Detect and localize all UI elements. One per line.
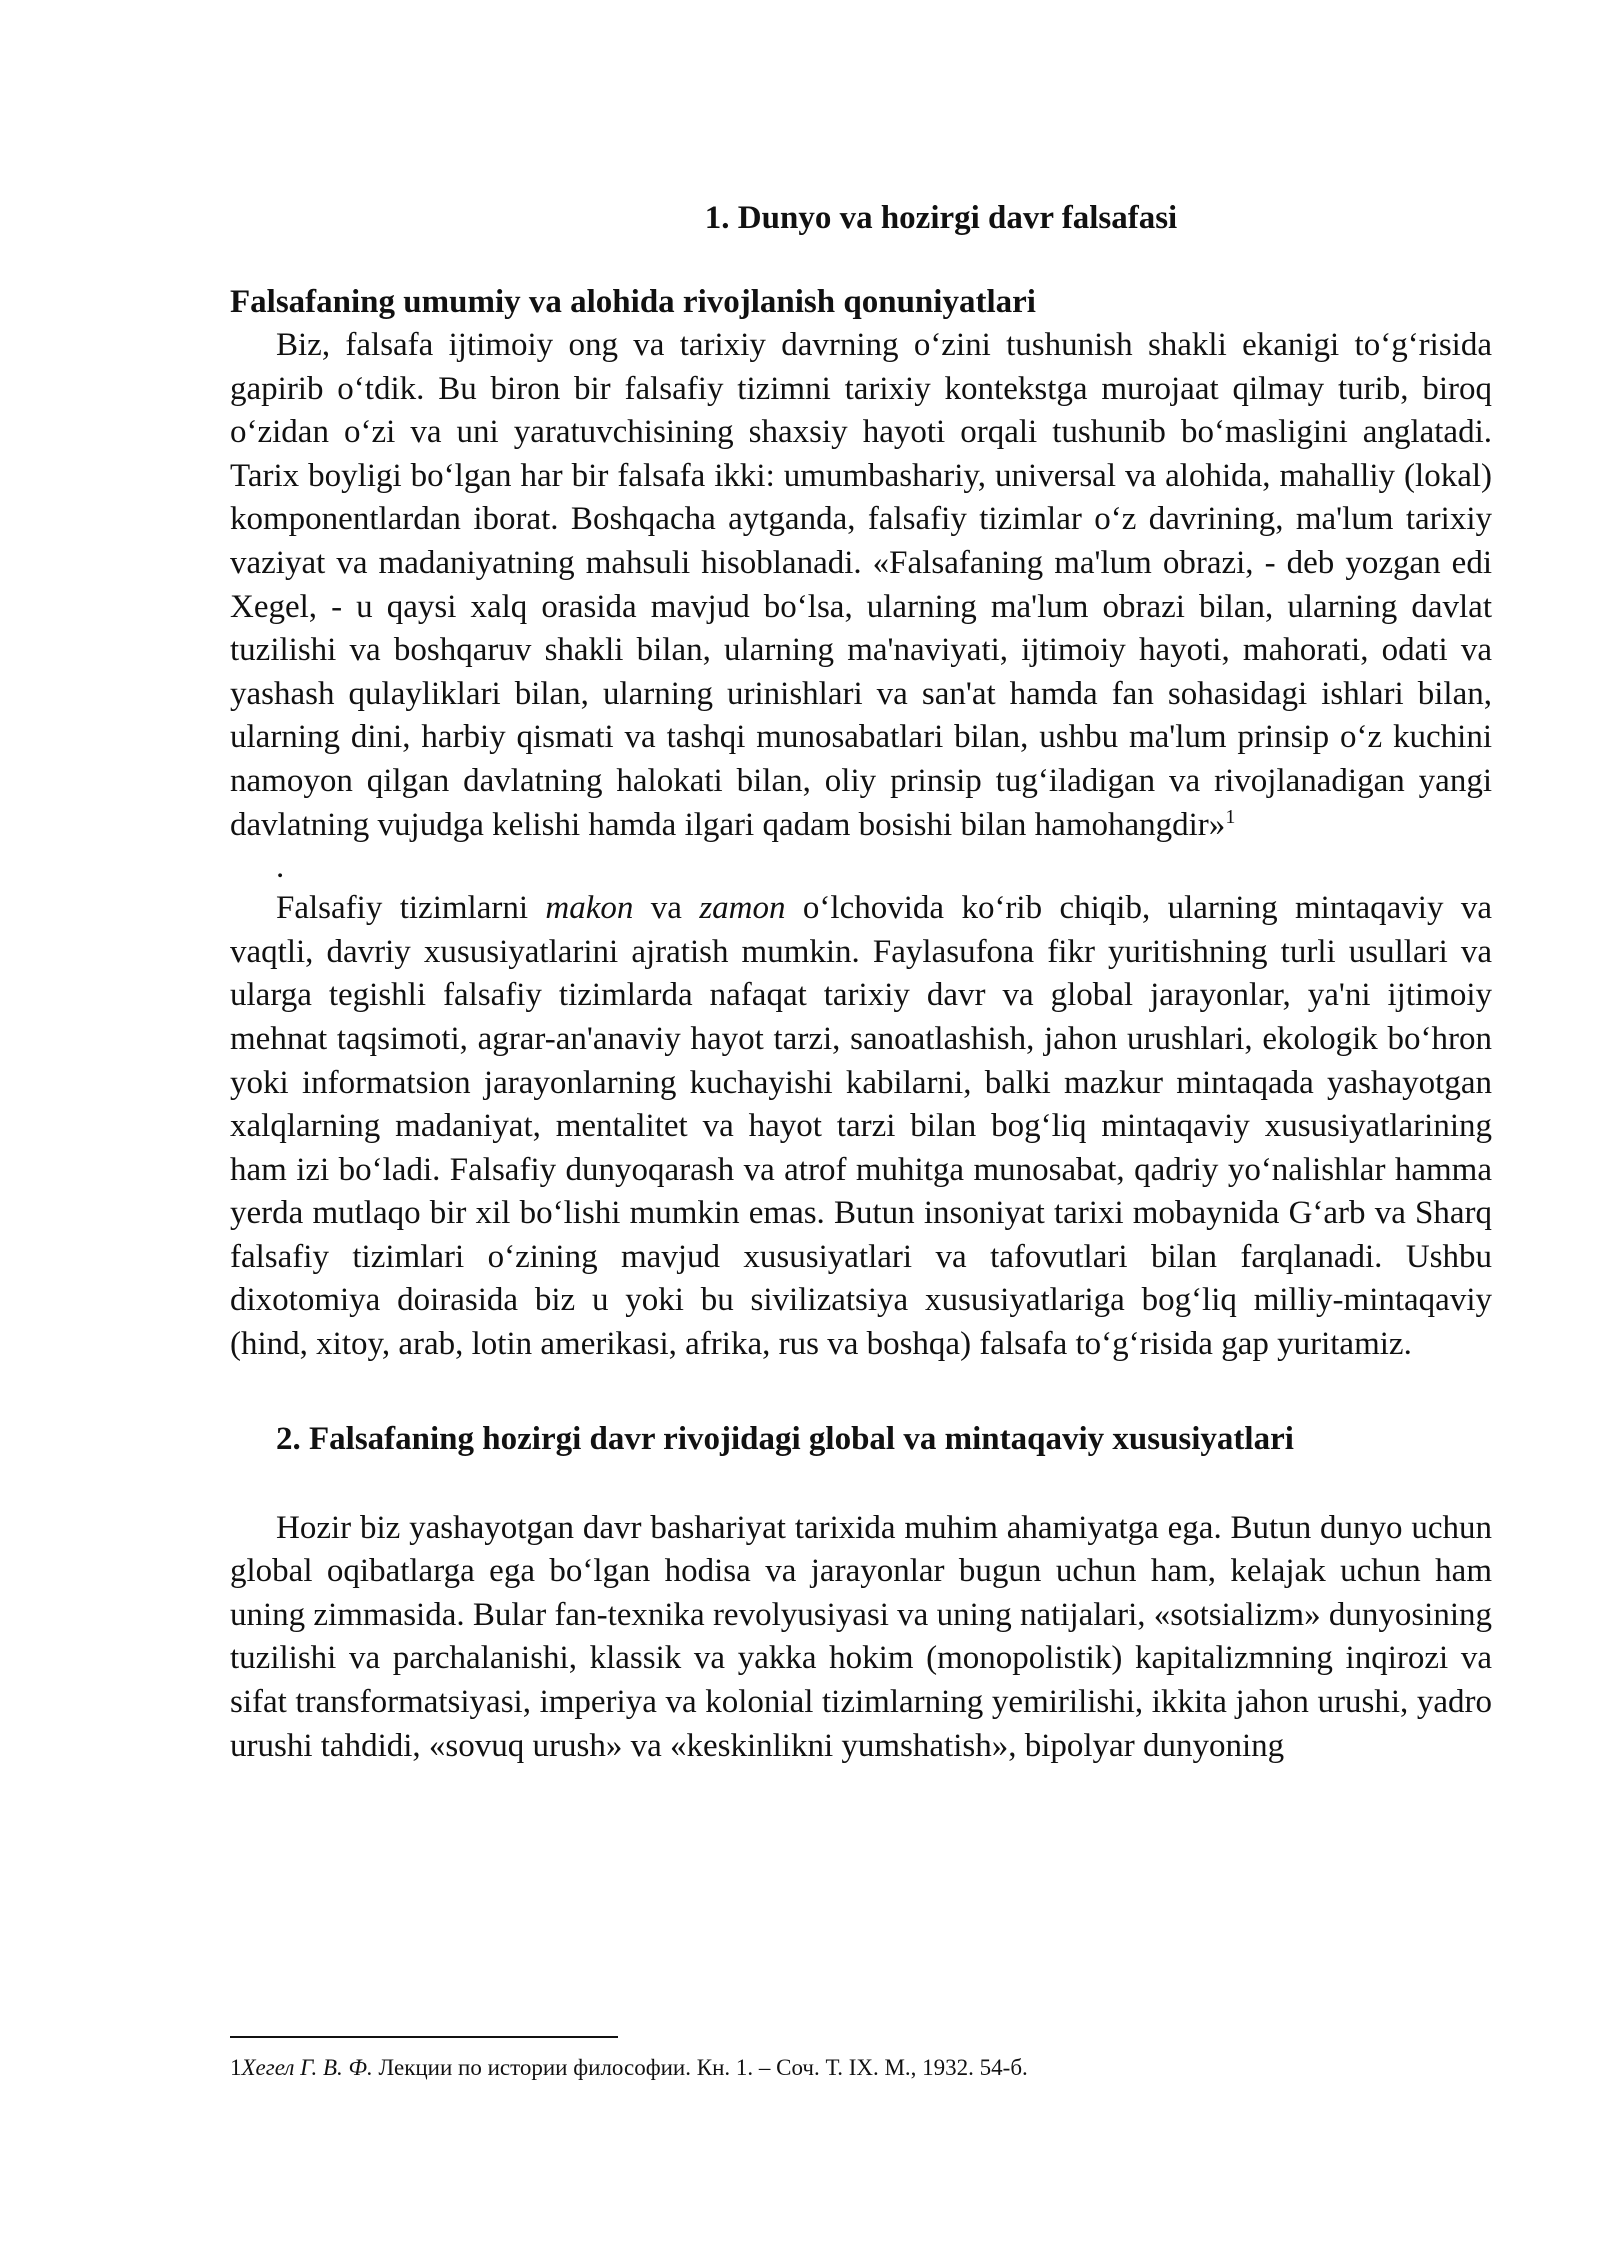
subheading: Falsafaning umumiy va alohida rivojlanish qonuniyatlari	[230, 284, 1036, 320]
paragraph-2-text-c: o‘lchovida ko‘rib chiqib, ularning mintaqaviy va vaqtli, davriy xususiyatlarini ajratish mumkin. Faylasufona fikr yuritishning turli usullari va ularga tegishli falsafiy tizimlarda nafaqat tarixiy davr va global jarayonlar, ya'ni ijtimoiy mehnat taqsimoti, agrar-an'anaviy hayot tarzi, sanoatlashish, jahon urushlari, ekologik bo‘hron yoki informatsion jarayonlarning kuchayishi kabilarni, balki mazkur mintaqada yashayotgan xalqlarning madaniyat, mentalitet va hayot tarzi bilan bog‘liq mintaqaviy xususiyatlarining ham izi bo‘ladi. Falsafiy dunyoqarash va atrof muhitga munosabat, qadriy yo‘nalishlar hamma yerda mutlaqo bir xil bo‘lishi mumkin emas. Butun insoniyat tarixi mobaynida G‘arb va Sharq falsafiy tizimlari o‘zining mavjud xususiyatlari va tafovutlari bilan farqlanadi. Ushbu dixotomiya doirasida biz u yoki bu sivilizatsiya xususiyatlariga bog‘liq milliy-mintaqaviy (hind, xitoy, arab, lotin amerikasi, afrika, rus va boshqa) falsafa to‘g‘risida gap yuritamiz.	[230, 890, 1493, 1363]
footnote-author: Хегел Г. В. Ф.	[241, 2055, 373, 2080]
paragraph-2	[230, 887, 1492, 1367]
paragraph-2-text-a: Falsafiy tizimlarni	[276, 890, 546, 927]
footnote-text: Лекции по истории философии. Кн. 1. – Соч. Т. IX. М., 1932. 54-б.	[372, 2055, 1028, 2080]
chapter-title: 1. Dunyo va hozirgi davr falsafasi	[704, 200, 1178, 236]
paragraph-2-text-b: va	[633, 890, 700, 927]
footnote	[230, 2052, 1492, 2084]
page-content	[230, 196, 1492, 1768]
paragraph-1	[230, 324, 1492, 847]
paragraph-3: Hozir biz yashayotgan davr bashariyat tarixida muhim ahamiyatga ega. Butun dunyo uchun global oqibatlarga ega bo‘lgan hodisa va jarayonlar bugun uchun ham, kelajak uchun ham uning zimmasida. Bular fan-texnika revolyusiyasi va uning natijalari, «sotsializm» dunyosining tuzilishi va parchalanishi, klassik va yakka hokim (monopolistik) kapitalizmning inqirozi va sifat transformatsiyasi, imperiya va kolonial tizimlarning yemirilishi, ikkita jahon urushi, yadro urushi tahdidi, «sovuq urush» va «keskinlikni yumshatish», bipolyar dunyoning	[230, 1509, 1493, 1764]
paragraph-1-text: Biz, falsafa ijtimoiy ong va tarixiy davrning o‘zini tushunish shakli ekanigi to‘g‘risida gapirib o‘tdik. Bu biron bir falsafiy tizimni tarixiy kontekstga murojaat qilmay turib, biroq o‘zidan o‘zi va uni yaratuvchisining shaxsiy hayoti orqali tushunib bo‘masligini anglatadi. Tarix boyligi bo‘lgan har bir falsafa ikki: umumbashariy, universal va alohida, mahalliy (lokal) komponentlardan iborat. Boshqacha aytganda, falsafiy tizimlar o‘z davrining, ma'lum tarixiy vaziyat va madaniyatning mahsuli hisoblanadi. «Falsafaning ma'lum obrazi, - deb yozgan edi Xegel, - u qaysi xalq orasida mavjud bo‘lsa, ularning ma'lum obrazi bilan, ularning davlat tuzilishi va boshqaruv shakli bilan, ularning ma'naviyati, ijtimoiy hayoti, mahorati, odati va yashash qulayliklari bilan, ularning urinishlari va san'at hamda fan sohasidagi ishlari bilan, ularning dini, harbiy qismati va tashqi munosabatlari bilan, ushbu ma'lum prinsip o‘z kuchini namoyon qilgan davlatning halokati bilan, oliy prinsip tug‘iladigan va rivojlanadigan yangi davlatning vujudga kelishi hamda ilgari qadam bosishi bilan hamohangdir»	[230, 327, 1492, 843]
footnote-number: 1	[230, 2055, 242, 2080]
italic-term-zamon: zamon	[699, 890, 786, 927]
section-2-title: 2. Falsafaning hozirgi davr rivojidagi global va mintaqaviy xususiyatlari	[276, 1420, 1294, 1457]
italic-term-makon: makon	[545, 890, 634, 927]
footnote-separator	[230, 2036, 618, 2038]
stray-dot: .	[276, 849, 285, 886]
footnote-reference[interactable]: 1	[1225, 805, 1236, 828]
